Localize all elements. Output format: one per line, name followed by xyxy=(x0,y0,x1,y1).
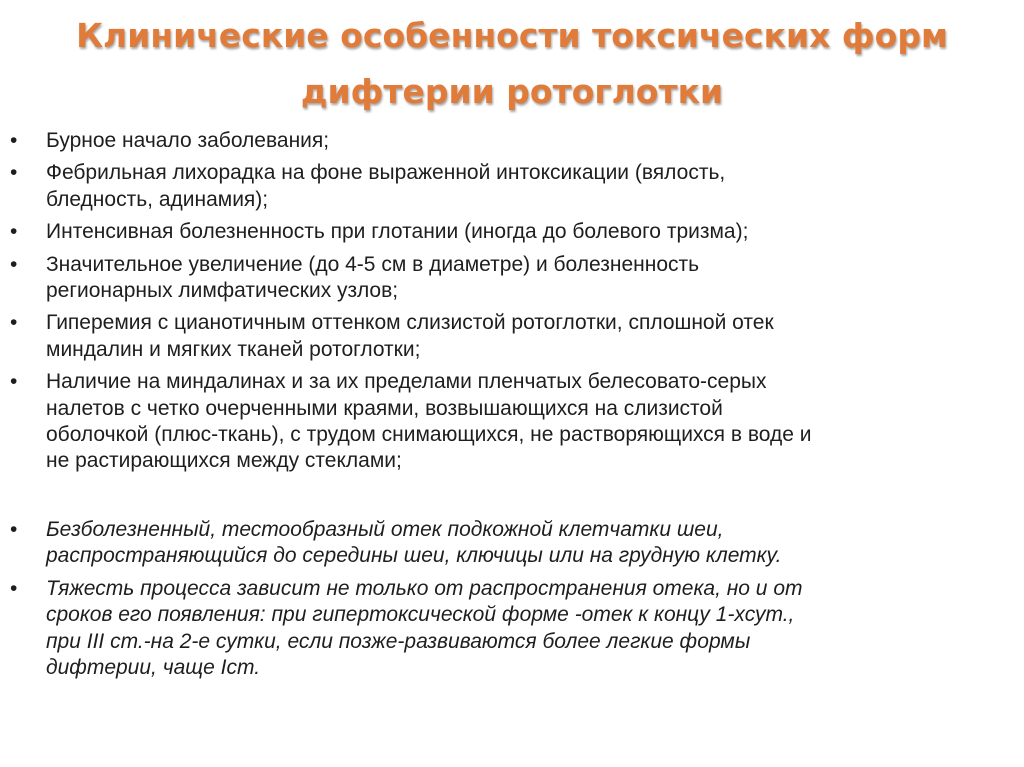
bullet-line: Наличие на миндалинах и за их пределами пленчатых белесовато-серых xyxy=(46,370,767,394)
bullet-item xyxy=(8,517,1008,570)
bullet-text xyxy=(46,310,1008,363)
bullet-item xyxy=(8,252,1008,305)
bullet-text xyxy=(46,219,1008,245)
bullet-line: Фебрильная лихорадка на фоне выраженной интоксикации (вялость, xyxy=(46,161,726,185)
bullet-item xyxy=(8,369,1008,475)
bullet-line: Тяжесть процесса зависит не только от распространения отека, но и от xyxy=(46,576,803,600)
bullet-line: Интенсивная болезненность при глотании (иногда до болевого тризма); xyxy=(46,220,749,244)
bullet-item xyxy=(8,310,1008,363)
bullet-dot-icon: • xyxy=(10,161,18,185)
bullet-dot-icon: • xyxy=(10,370,18,394)
bullet-line: Значительное увеличение (до 4-5 см в диаметре) и болезненность xyxy=(46,252,700,276)
bullet-item xyxy=(8,160,1008,213)
bullet-line: миндалин и мягких тканей ротоглотки; xyxy=(46,337,421,361)
bullet-line: сроков его появления: при гипертоксической форме -отек к концу 1-хсут., xyxy=(46,603,795,627)
spacer xyxy=(8,481,1008,517)
bullet-list xyxy=(8,128,1008,687)
bullet-line: Бурное начало заболевания; xyxy=(46,129,330,152)
slide-title-line-1: Клинические особенности токсических форм xyxy=(76,16,948,55)
bullet-text xyxy=(46,517,1008,570)
bullet-line: Гиперемия с цианотичным оттенком слизистой ротоглотки, сплошной отек xyxy=(46,311,774,335)
bullet-dot-icon: • xyxy=(10,311,18,335)
bullet-dot-icon: • xyxy=(10,576,18,600)
bullet-text xyxy=(46,160,1008,213)
bullet-line: регионарных лимфатических узлов; xyxy=(46,279,399,303)
bullet-line: налетов с четко очерченными краями, возвышающихся на слизистой xyxy=(46,396,723,420)
bullet-item xyxy=(8,576,1008,682)
bullet-line: бледность, адинамия); xyxy=(46,187,269,211)
bullet-line: распространяющийся до середины шеи, ключицы или на грудную клетку. xyxy=(46,544,782,568)
bullet-line: оболочкой (плюс-ткань), с трудом снимающихся, не растворяющихся в воде и xyxy=(46,423,812,447)
bullet-dot-icon: • xyxy=(10,220,18,244)
bullet-text xyxy=(46,369,1008,475)
slide-title-line-2: дифтерии ротоглотки xyxy=(300,72,724,111)
bullet-line: при III ст.-на 2-е сутки, если позже-развиваются более легкие формы xyxy=(46,629,751,653)
bullet-item xyxy=(8,128,1008,154)
bullet-line: Безболезненный, тестообразный отек подкожной клетчатки шеи, xyxy=(46,517,724,541)
bullet-dot-icon: • xyxy=(10,129,18,152)
bullet-dot-icon: • xyxy=(10,517,18,541)
bullet-item xyxy=(8,219,1008,245)
bullet-dot-icon: • xyxy=(10,252,18,276)
slide-title xyxy=(40,8,984,120)
bullet-text xyxy=(46,128,1008,154)
bullet-text xyxy=(46,576,1008,682)
bullet-line: дифтерии, чаще Iст. xyxy=(46,655,261,679)
bullet-text xyxy=(46,252,1008,305)
bullet-line: не растирающихся между стеклами; xyxy=(46,449,402,473)
